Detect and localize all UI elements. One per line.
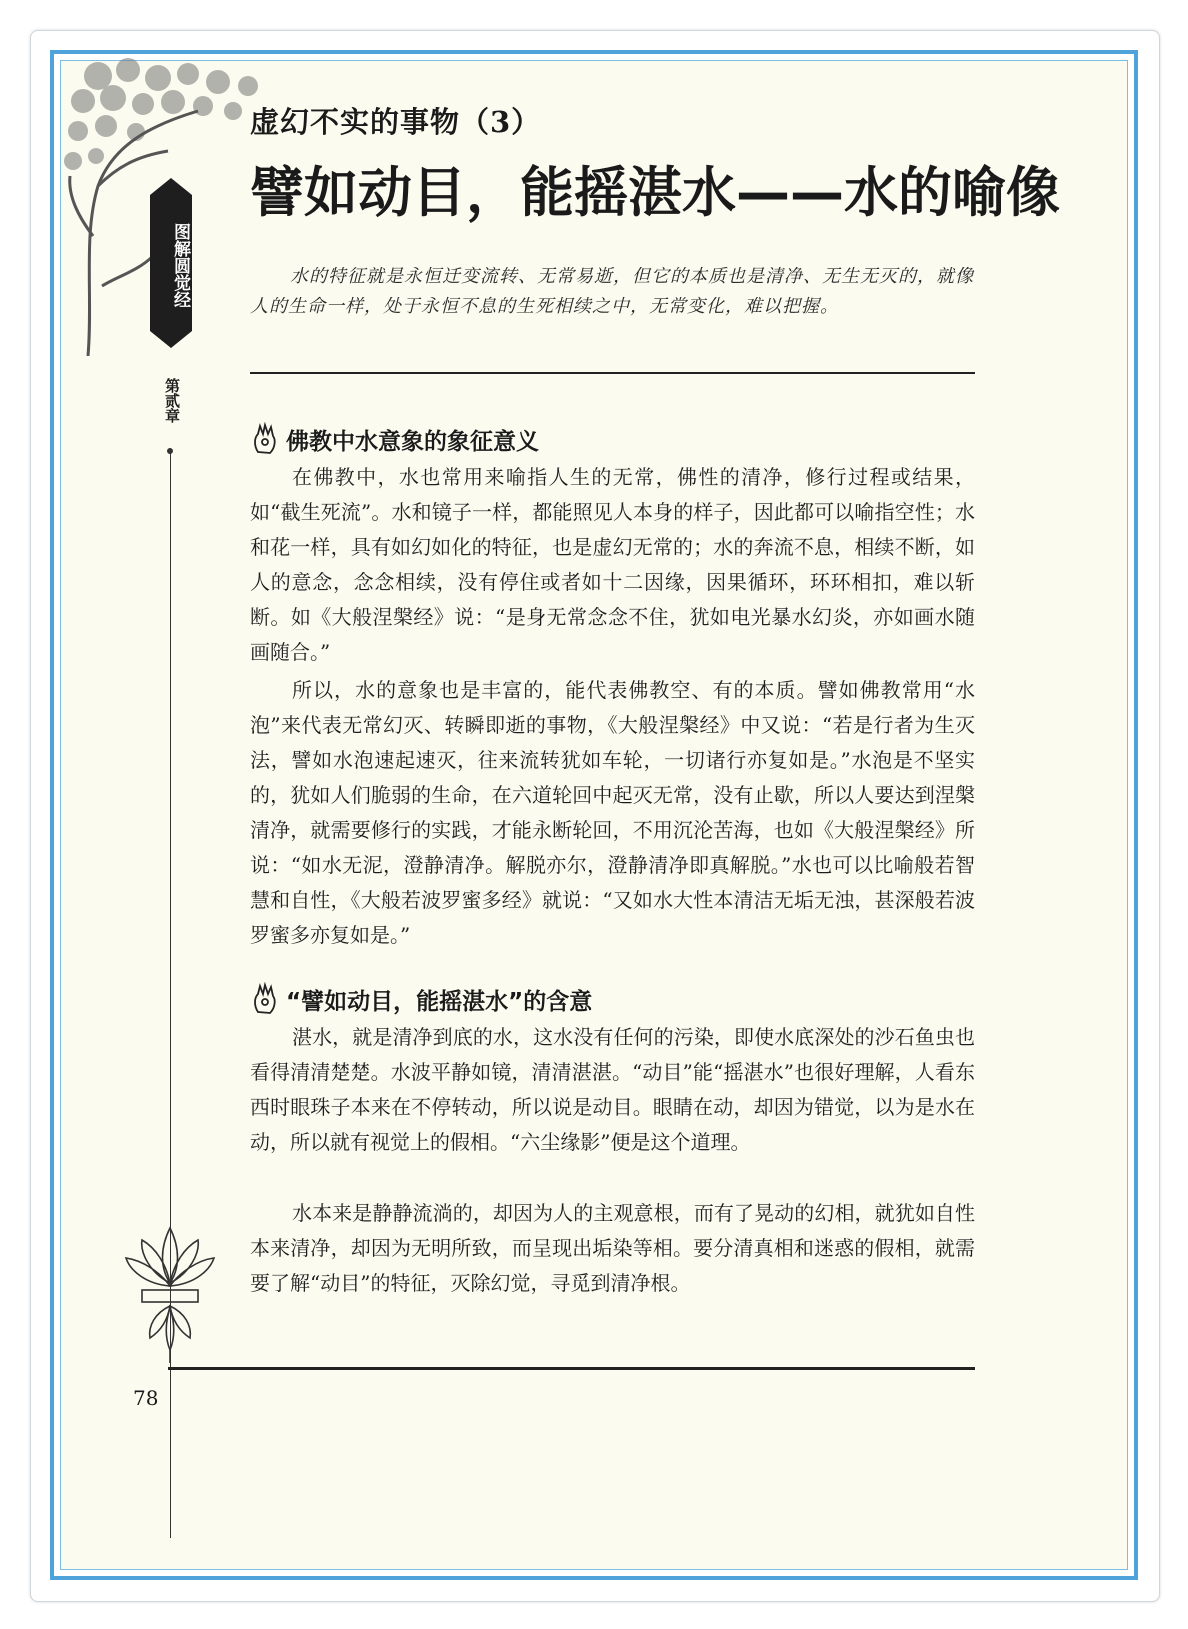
section-heading-1 bbox=[250, 422, 539, 456]
section-1-paragraph-2: 所以，水的意象也是丰富的，能代表佛教空、有的本质。譬如佛教常用“水泡”来代表无常幻灭、转瞬即逝的事物，《大般涅槃经》中又说：“若是行者为生灭法，譬如水泡速起速灭，往来流转犹如车轮，一切诸行亦复如是。”水泡是不坚实的，犹如人们脆弱的生命，在六道轮回中起灭无常，没有止歇，所以人要达到涅槃清净，就需要修行的实践，才能永断轮回，不用沉沦苦海，也如《大般涅槃经》所说：“如水无泥，澄静清净。解脱亦尔，澄静清净即真解脱。”水也可以比喻般若智慧和自性，《大般若波罗蜜多经》就说：“又如水大性本清洁无垢无浊，甚深般若波罗蜜多亦复如是。” bbox=[250, 678, 975, 947]
section-1-paragraph-1: 在佛教中，水也常用来喻指人生的无常，佛性的清净，修行过程或结果，如“截生死流”。水和镜子一样，都能照见人本身的样子，因此都可以喻指空性；水和花一样，具有如幻如化的特征，也是虚幻无常的；水的奔流不息，相续不断，如人的意念，念念相续，没有停住或者如十二因缘，因果循环，环环相扣，难以斩断。如《大般涅槃经》说：“是身无常念念不住，犹如电光暴水幻炎，亦如画水随画随合。” bbox=[250, 465, 975, 664]
page-number: 78 bbox=[133, 1386, 159, 1410]
mudra-hand-icon bbox=[250, 982, 280, 1016]
section-heading-2-text: “譬如动目，能摇湛水”的含意 bbox=[286, 988, 593, 1015]
section-heading-2 bbox=[250, 982, 592, 1016]
page-title: 譬如动目，能摇湛水——水的喻像 bbox=[250, 161, 1060, 224]
page-subtitle: 虚幻不实的事物（3） bbox=[250, 105, 542, 139]
section-2-paragraph-2: 水本来是静静流淌的，却因为人的主观意根，而有了晃动的幻相，就犹如自性本来清净，却因为无明所致，而呈现出垢染等相。要分清真相和迷惑的假相，就需要了解“动目”的特征，灭除幻觉，寻觅到清净根。 bbox=[250, 1201, 975, 1295]
section-2-paragraph-1: 湛水，就是清净到底的水，这水没有任何的污染，即使水底深处的沙石鱼虫也看得清清楚楚。水波平静如镜，清清湛湛。“动目”能“摇湛水”也很好理解，人看东西时眼珠子本来在不停转动，所以说是动目。眼睛在动，却因为错觉，以为是水在动，所以就有视觉上的假相。“六尘缘影”便是这个道理。 bbox=[250, 1025, 975, 1154]
spine-book-title: 图解圆觉经 bbox=[171, 222, 190, 308]
footer-divider bbox=[168, 1367, 975, 1370]
lotus-ornament-icon bbox=[120, 1218, 220, 1363]
mudra-hand-icon bbox=[250, 422, 280, 456]
header-divider bbox=[250, 372, 975, 374]
intro-paragraph: 水的特征就是永恒迁变流转、无常易逝，但它的本质也是清净、无生无灭的，就像人的生命一样，处于永恒不息的生死相续之中，无常变化，难以把握。 bbox=[250, 266, 974, 317]
spine-line bbox=[170, 448, 171, 1538]
section-heading-1-text: 佛教中水意象的象征意义 bbox=[286, 428, 539, 455]
spine-chapter-label: 第贰章 bbox=[163, 377, 180, 423]
